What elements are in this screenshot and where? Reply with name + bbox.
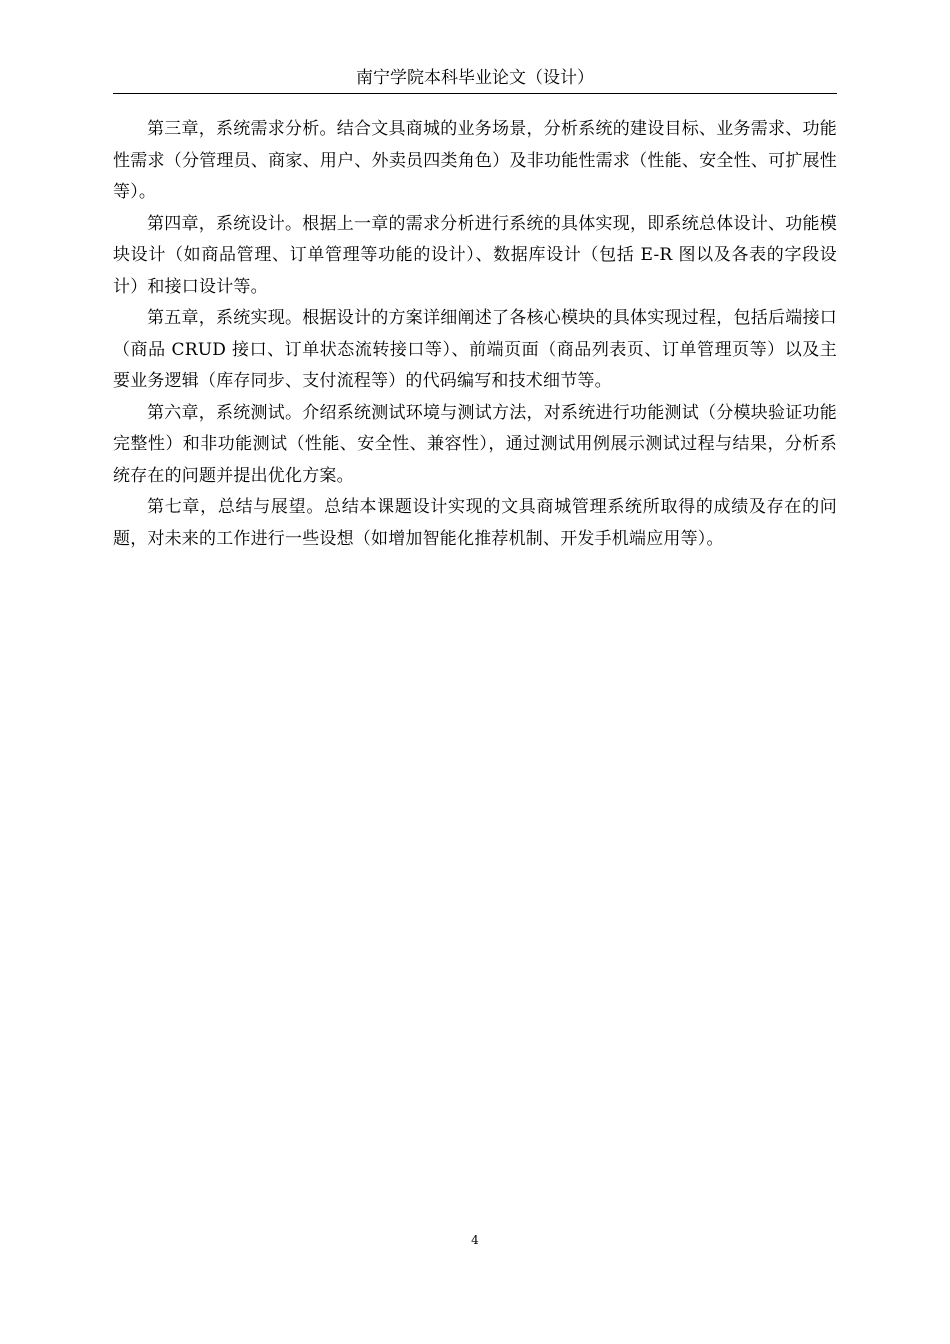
paragraph-chapter-6: 第六章，系统测试。介绍系统测试环境与测试方法，对系统进行功能测试（分模块验证功能完整性）和非功能测试（性能、安全性、兼容性），通过测试用例展示测试过程与结果，分析系统存在的问题并提出优化方案。 [113, 402, 837, 486]
page-header [113, 66, 837, 94]
page-number: 4 [471, 1233, 479, 1247]
paragraph-chapter-7: 第七章，总结与展望。总结本课题设计实现的文具商城管理系统所取得的成绩及存在的问题，对未来的工作进行一些设想（如增加智能化推荐机制、开发手机端应用等）。 [113, 497, 837, 549]
paragraph-chapter-3: 第三章，系统需求分析。结合文具商城的业务场景，分析系统的建设目标、业务需求、功能性需求（分管理员、商家、用户、外卖员四类角色）及非功能性需求（性能、安全性、可扩展性等）。 [113, 119, 837, 202]
paragraph-chapter-4: 第四章，系统设计。根据上一章的需求分析进行系统的具体实现，即系统总体设计、功能模块设计（如商品管理、订单管理等功能的设计）、数据库设计（包括 E-R 图以及各表的字段设计）和接口设计等。 [113, 213, 837, 297]
body-text [113, 114, 837, 555]
paragraph-chapter-5: 第五章，系统实现。根据设计的方案详细阐述了各核心模块的具体实现过程，包括后端接口（商品 CRUD 接口、订单状态流转接口等）、前端页面（商品列表页、订单管理页等）以及主要业务逻辑（库存同步、支付流程等）的代码编写和技术细节等。 [113, 308, 837, 391]
header-title: 南宁学院本科毕业论文（设计） [356, 68, 594, 88]
